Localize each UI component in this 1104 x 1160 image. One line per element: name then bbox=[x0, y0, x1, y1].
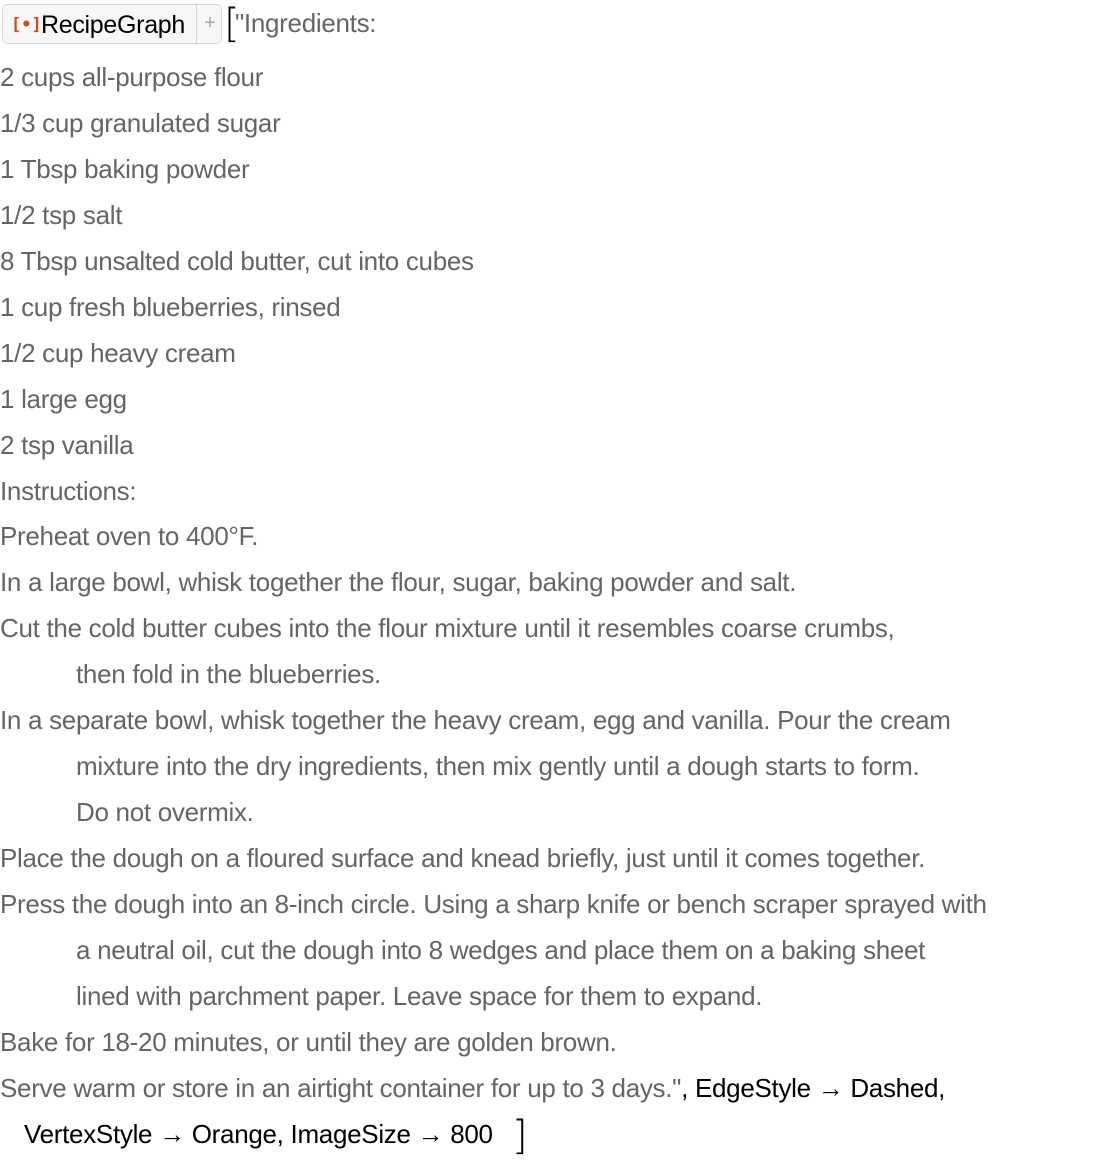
string-line: 1 large egg bbox=[0, 384, 127, 414]
vertex-size-options: VertexStyle → Orange, ImageSize → 800 bbox=[24, 1119, 493, 1149]
string-line: 1/2 cup heavy cream bbox=[0, 338, 236, 368]
string-line: 2 cups all-purpose flour bbox=[0, 62, 264, 92]
string-line-continuation: a neutral oil, cut the dough into 8 wedges and place them on a baking sheet bbox=[76, 935, 926, 965]
string-line: In a separate bowl, whisk together the heavy cream, egg and vanilla. Pour the cream bbox=[0, 705, 951, 735]
resource-function-box[interactable] bbox=[2, 4, 222, 44]
string-line: Serve warm or store in an airtight container for up to 3 days." bbox=[0, 1073, 682, 1103]
expand-plus-icon[interactable]: + bbox=[204, 12, 216, 34]
final-line bbox=[0, 1065, 945, 1111]
string-line: In a large bowl, whisk together the flour, sugar, baking powder and salt. bbox=[0, 567, 797, 597]
string-line: 1/3 cup granulated sugar bbox=[0, 108, 281, 138]
string-line: 1 cup fresh blueberries, rinsed bbox=[0, 292, 341, 322]
string-line: 1/2 tsp salt bbox=[0, 200, 123, 230]
resource-function-icon: [•] bbox=[11, 15, 42, 35]
string-line: 8 Tbsp unsalted cold butter, cut into cubes bbox=[0, 246, 474, 276]
edge-style-option: , EdgeStyle → Dashed, bbox=[681, 1073, 946, 1103]
string-line-continuation: Do not overmix. bbox=[76, 797, 254, 827]
string-line: Press the dough into an 8-inch circle. Using a sharp knife or bench scraper sprayed with bbox=[0, 889, 987, 919]
string-line: "Ingredients: bbox=[235, 8, 377, 38]
resource-function-divider bbox=[196, 5, 197, 43]
string-line-continuation: then fold in the blueberries. bbox=[76, 659, 381, 689]
string-line: Instructions: bbox=[0, 476, 137, 506]
string-line: 2 tsp vanilla bbox=[0, 430, 134, 460]
open-bracket: [ bbox=[224, 1, 240, 47]
string-line: Bake for 18-20 minutes, or until they are golden brown. bbox=[0, 1027, 617, 1057]
string-line: Preheat oven to 400°F. bbox=[0, 521, 259, 551]
string-line-continuation: mixture into the dry ingredients, then mix gently until a dough starts to form. bbox=[76, 751, 920, 781]
resource-function-name: RecipeGraph bbox=[41, 11, 186, 39]
string-line: Cut the cold butter cubes into the flour mixture until it resembles coarse crumbs, bbox=[0, 613, 895, 643]
string-line-continuation: lined with parchment paper. Leave space for them to expand. bbox=[76, 981, 763, 1011]
string-line: 1 Tbsp baking powder bbox=[0, 154, 250, 184]
close-bracket: ] bbox=[512, 1113, 528, 1159]
string-line: Place the dough on a floured surface and knead briefly, just until it comes together. bbox=[0, 843, 926, 873]
